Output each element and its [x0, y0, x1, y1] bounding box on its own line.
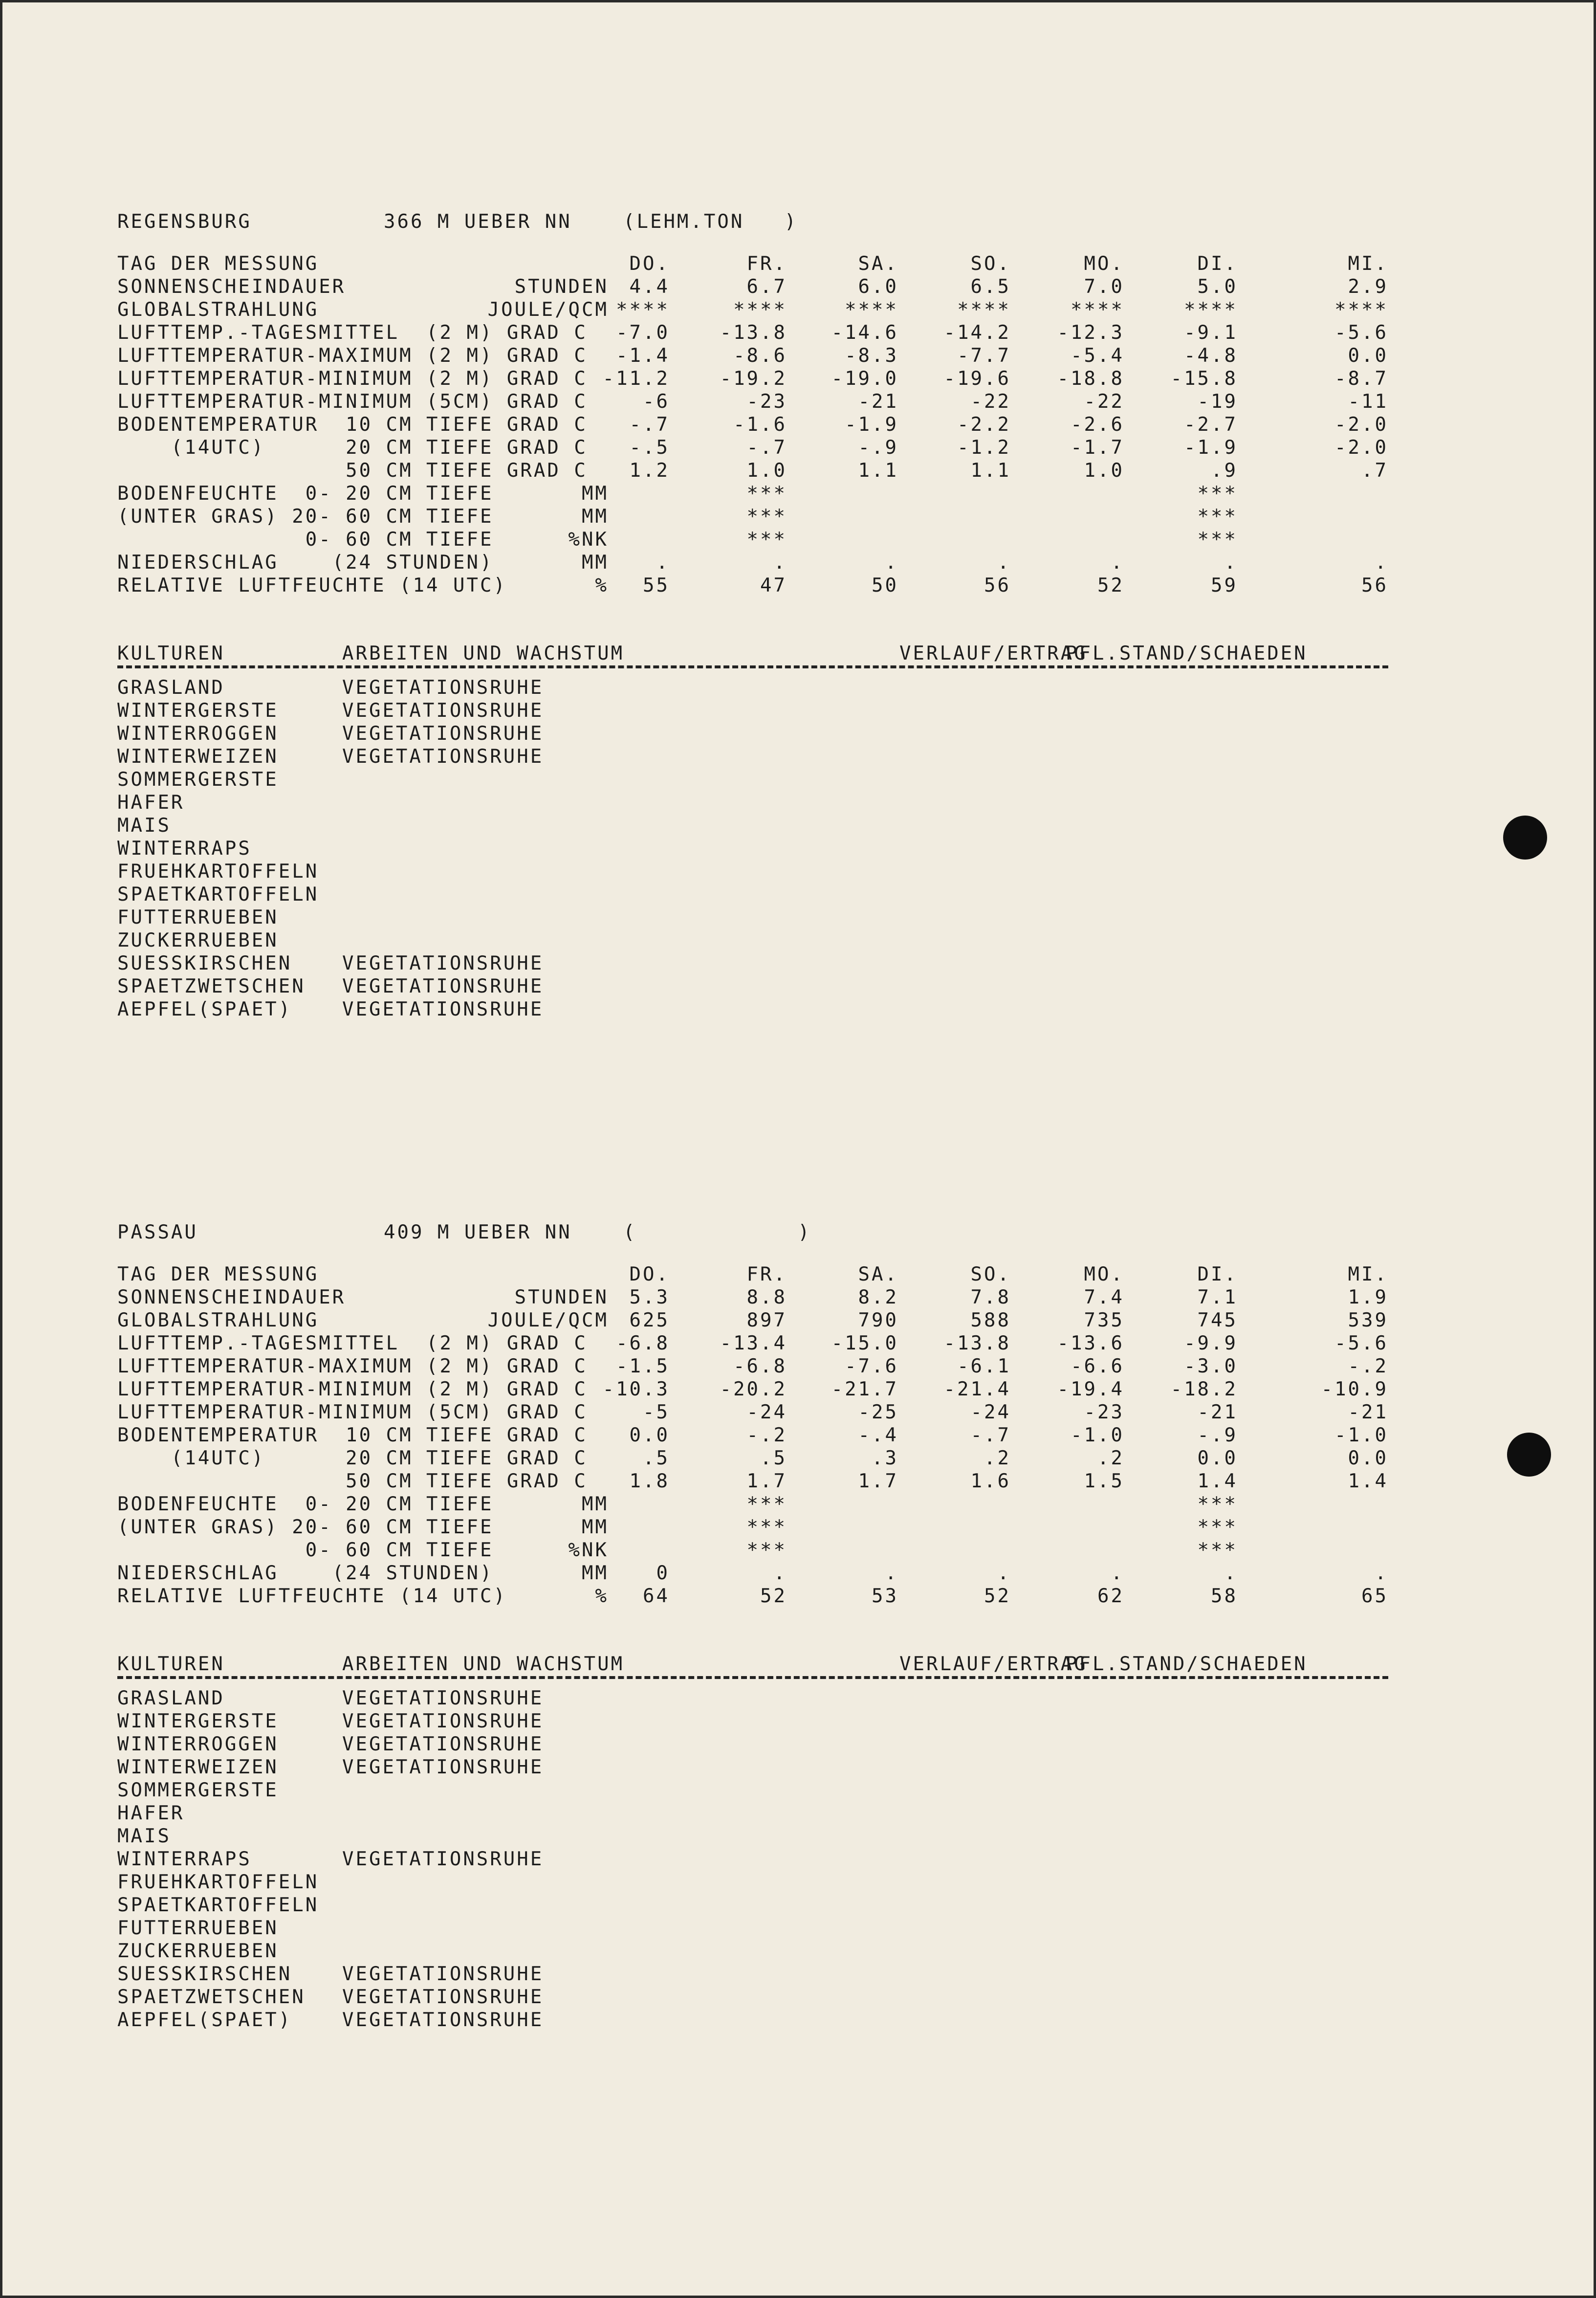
data-cell: -5.6 [1334, 1332, 1388, 1354]
data-cell: **** [733, 299, 787, 321]
row-label: BODENFEUCHTE 0- 20 CM TIEFE [117, 483, 494, 505]
data-cell: 6.5 [970, 276, 1011, 298]
culture-name: SUESSKIRSCHEN [117, 1963, 292, 1985]
data-cell: -6 [643, 391, 670, 413]
row-unit: STUNDEN [514, 276, 609, 298]
culture-name: MAIS [117, 815, 171, 837]
data-cell: -.7 [746, 437, 787, 459]
culture-name: MAIS [117, 1825, 171, 1847]
cultures-header-yield: VERLAUF/ERTRAG [899, 642, 1088, 664]
culture-status: VEGETATIONSRUHE [342, 1756, 544, 1778]
row-label: 0- 60 CM TIEFE [117, 529, 494, 551]
data-cell: -1.2 [957, 437, 1011, 459]
data-cell: . [1111, 1562, 1124, 1584]
culture-status: VEGETATIONSRUHE [342, 677, 544, 699]
culture-name: FUTTERRUEBEN [117, 906, 279, 928]
data-cell: -1.6 [733, 414, 787, 436]
culture-name: GRASLAND [117, 677, 225, 699]
data-cell: -25 [858, 1401, 898, 1423]
data-cell: 897 [746, 1309, 787, 1331]
data-cell: 1.7 [858, 1470, 898, 1492]
day-header: MI. [1348, 253, 1388, 275]
data-cell: -.9 [1197, 1424, 1238, 1446]
culture-name: FUTTERRUEBEN [117, 1917, 279, 1939]
data-cell: 52 [760, 1585, 787, 1607]
data-cell: 539 [1348, 1309, 1388, 1331]
data-cell: -2.6 [1071, 414, 1124, 436]
data-cell: 1.8 [629, 1470, 670, 1492]
data-cell: -7.7 [957, 345, 1011, 367]
data-cell: *** [746, 506, 787, 528]
data-cell: *** [1197, 529, 1238, 551]
data-cell: -3.0 [1184, 1355, 1238, 1377]
data-cell: -15.8 [1170, 368, 1238, 390]
row-label: NIEDERSCHLAG (24 STUNDEN) [117, 552, 494, 574]
data-cell: -8.7 [1334, 368, 1388, 390]
data-cell: . [1375, 1562, 1388, 1584]
data-cell: 8.2 [858, 1286, 898, 1308]
data-cell: 5.3 [629, 1286, 670, 1308]
day-header: SO. [970, 253, 1011, 275]
punch-hole-top [1503, 816, 1547, 860]
row-unit: MM [582, 506, 609, 528]
row-label: LUFTTEMPERATUR-MINIMUM (2 M) GRAD C [117, 368, 588, 390]
data-cell: . [997, 1562, 1011, 1584]
data-cell: **** [616, 299, 670, 321]
data-cell: 7.0 [1084, 276, 1124, 298]
culture-name: SOMMERGERSTE [117, 769, 279, 791]
data-cell: -6.8 [616, 1332, 670, 1354]
data-cell: 0.0 [1348, 345, 1388, 367]
data-cell: -7.6 [845, 1355, 898, 1377]
data-cell: . [885, 1562, 898, 1584]
row-unit: MM [582, 552, 609, 574]
data-cell: .5 [760, 1447, 787, 1469]
data-cell: -.4 [858, 1424, 898, 1446]
data-cell: . [997, 552, 1011, 574]
dashed-separator [117, 665, 1388, 668]
station-elevation: 366 M UEBER NN [384, 211, 572, 233]
data-cell: -5 [643, 1401, 670, 1423]
data-cell: 588 [970, 1309, 1011, 1331]
station-soil: ( ) [623, 1221, 811, 1243]
data-cell: *** [746, 529, 787, 551]
data-cell: 1.7 [746, 1470, 787, 1492]
day-header: MO. [1084, 1263, 1124, 1285]
cultures-header-state: PFL.STAND/SCHAEDEN [1066, 1653, 1308, 1675]
data-cell: 0.0 [1348, 1447, 1388, 1469]
culture-name: HAFER [117, 1802, 185, 1824]
data-cell: 1.4 [1348, 1470, 1388, 1492]
data-cell: -12.3 [1057, 322, 1124, 344]
data-cell: **** [1071, 299, 1124, 321]
cultures-header-crop: KULTUREN [117, 1653, 225, 1675]
data-cell: -24 [970, 1401, 1011, 1423]
culture-name: SPAETZWETSCHEN [117, 1986, 306, 2008]
data-cell: *** [1197, 1493, 1238, 1515]
row-label: SONNENSCHEINDAUER [117, 276, 346, 298]
row-label: GLOBALSTRAHLUNG [117, 1309, 319, 1331]
culture-name: WINTERWEIZEN [117, 1756, 279, 1778]
data-cell: -11 [1348, 391, 1388, 413]
culture-status: VEGETATIONSRUHE [342, 746, 544, 768]
row-unit: % [595, 574, 609, 597]
row-label: GLOBALSTRAHLUNG [117, 299, 319, 321]
data-cell: -23 [1084, 1401, 1124, 1423]
data-cell: 7.4 [1084, 1286, 1124, 1308]
data-cell: 0 [656, 1562, 670, 1584]
culture-name: WINTERWEIZEN [117, 746, 279, 768]
data-cell: -21.4 [943, 1378, 1011, 1400]
culture-status: VEGETATIONSRUHE [342, 1733, 544, 1755]
data-cell: -5.6 [1334, 322, 1388, 344]
row-label: (UNTER GRAS) 20- 60 CM TIEFE [117, 506, 494, 528]
data-cell: -6.8 [733, 1355, 787, 1377]
data-cell: *** [1197, 506, 1238, 528]
data-cell: 2.9 [1348, 276, 1388, 298]
row-label: LUFTTEMP.-TAGESMITTEL (2 M) GRAD C [117, 322, 588, 344]
data-cell: -13.6 [1057, 1332, 1124, 1354]
data-cell: *** [1197, 1516, 1238, 1538]
data-cell: 745 [1197, 1309, 1238, 1331]
data-cell: -18.2 [1170, 1378, 1238, 1400]
data-cell: .3 [872, 1447, 898, 1469]
culture-name: WINTERROGGEN [117, 1733, 279, 1755]
data-cell: -19 [1197, 391, 1238, 413]
data-cell: 625 [629, 1309, 670, 1331]
data-cell: -21 [1197, 1401, 1238, 1423]
data-cell: -22 [1084, 391, 1124, 413]
day-header: DI. [1197, 253, 1238, 275]
row-label: TAG DER MESSUNG [117, 253, 319, 275]
row-label: BODENTEMPERATUR 10 CM TIEFE GRAD C [117, 414, 588, 436]
data-cell: 62 [1097, 1585, 1124, 1607]
culture-name: WINTERRAPS [117, 1848, 252, 1870]
data-cell: -1.7 [1071, 437, 1124, 459]
data-cell: *** [1197, 483, 1238, 505]
station-elevation: 409 M UEBER NN [384, 1221, 572, 1243]
data-cell: -14.2 [943, 322, 1011, 344]
data-cell: 1.0 [746, 460, 787, 482]
row-label: (14UTC) 20 CM TIEFE GRAD C [117, 1447, 588, 1469]
culture-name: GRASLAND [117, 1687, 225, 1709]
data-cell: 7.8 [970, 1286, 1011, 1308]
data-cell: 6.0 [858, 276, 898, 298]
station-name: PASSAU [117, 1221, 198, 1243]
data-cell: -18.8 [1057, 368, 1124, 390]
data-cell: 56 [984, 574, 1011, 597]
day-header: DO. [629, 253, 670, 275]
day-header: MO. [1084, 253, 1124, 275]
data-cell: **** [845, 299, 898, 321]
data-cell: -9.9 [1184, 1332, 1238, 1354]
station-soil: (LEHM.TON ) [623, 211, 798, 233]
culture-name: SPAETZWETSCHEN [117, 975, 306, 997]
culture-name: AEPFEL(SPAET) [117, 998, 292, 1020]
data-cell: -1.0 [1071, 1424, 1124, 1446]
culture-name: SPAETKARTOFFELN [117, 884, 319, 906]
row-unit: % [595, 1585, 609, 1607]
data-cell: 5.0 [1197, 276, 1238, 298]
data-cell: -6.1 [957, 1355, 1011, 1377]
row-label: BODENFEUCHTE 0- 20 CM TIEFE [117, 1493, 494, 1515]
data-cell: -2.0 [1334, 414, 1388, 436]
data-cell: -13.8 [720, 322, 787, 344]
row-unit: MM [582, 483, 609, 505]
data-cell: 47 [760, 574, 787, 597]
data-cell: -21 [858, 391, 898, 413]
culture-name: WINTERROGGEN [117, 723, 279, 745]
culture-status: VEGETATIONSRUHE [342, 975, 544, 997]
culture-name: FRUEHKARTOFFELN [117, 1871, 319, 1893]
cultures-header-crop: KULTUREN [117, 642, 225, 664]
culture-status: VEGETATIONSRUHE [342, 700, 544, 722]
data-cell: **** [1334, 299, 1388, 321]
data-cell: -19.0 [831, 368, 898, 390]
data-cell: -2.7 [1184, 414, 1238, 436]
data-cell: -.7 [970, 1424, 1011, 1446]
data-cell: *** [746, 483, 787, 505]
data-cell: -22 [970, 391, 1011, 413]
day-header: SO. [970, 1263, 1011, 1285]
data-cell: -10.3 [602, 1378, 670, 1400]
data-cell: -4.8 [1184, 345, 1238, 367]
data-cell: -.7 [629, 414, 670, 436]
data-cell: .2 [1097, 1447, 1124, 1469]
row-unit: JOULE/QCM [487, 299, 609, 321]
row-label: 50 CM TIEFE GRAD C [117, 460, 588, 482]
row-label: BODENTEMPERATUR 10 CM TIEFE GRAD C [117, 1424, 588, 1446]
station-name: REGENSBURG [117, 211, 252, 233]
data-cell: -20.2 [720, 1378, 787, 1400]
culture-name: ZUCKERRUEBEN [117, 1940, 279, 1962]
data-cell: -13.8 [943, 1332, 1011, 1354]
data-cell: 55 [643, 574, 670, 597]
data-cell: 52 [984, 1585, 1011, 1607]
data-cell: 6.7 [746, 276, 787, 298]
data-cell: **** [1184, 299, 1238, 321]
data-cell: 790 [858, 1309, 898, 1331]
row-label: LUFTTEMPERATUR-MAXIMUM (2 M) GRAD C [117, 1355, 588, 1377]
day-header: SA. [858, 1263, 898, 1285]
row-label: RELATIVE LUFTFEUCHTE (14 UTC) [117, 574, 507, 597]
data-cell: *** [1197, 1539, 1238, 1561]
culture-status: VEGETATIONSRUHE [342, 952, 544, 974]
day-header: MI. [1348, 1263, 1388, 1285]
row-unit: %NK [568, 529, 609, 551]
data-cell: -5.4 [1071, 345, 1124, 367]
data-cell: -1.9 [1184, 437, 1238, 459]
data-cell: 1.0 [1084, 460, 1124, 482]
row-unit: MM [582, 1516, 609, 1538]
row-unit: JOULE/QCM [487, 1309, 609, 1331]
data-cell: . [1111, 552, 1124, 574]
culture-status: VEGETATIONSRUHE [342, 998, 544, 1020]
row-label: LUFTTEMPERATUR-MAXIMUM (2 M) GRAD C [117, 345, 588, 367]
data-cell: 1.2 [629, 460, 670, 482]
culture-name: AEPFEL(SPAET) [117, 2009, 292, 2031]
data-cell: 65 [1361, 1585, 1388, 1607]
culture-name: SUESSKIRSCHEN [117, 952, 292, 974]
data-cell: . [656, 552, 670, 574]
data-cell: -1.4 [616, 345, 670, 367]
data-cell: 8.8 [746, 1286, 787, 1308]
data-cell: 1.9 [1348, 1286, 1388, 1308]
data-cell: .5 [643, 1447, 670, 1469]
data-cell: 4.4 [629, 276, 670, 298]
data-cell: .7 [1361, 460, 1388, 482]
row-unit: %NK [568, 1539, 609, 1561]
data-cell: . [1224, 552, 1238, 574]
data-cell: -.9 [858, 437, 898, 459]
data-cell: 58 [1211, 1585, 1238, 1607]
data-cell: *** [746, 1493, 787, 1515]
data-cell: 59 [1211, 574, 1238, 597]
data-cell: 1.4 [1197, 1470, 1238, 1492]
culture-status: VEGETATIONSRUHE [342, 1986, 544, 2008]
data-cell: -13.4 [720, 1332, 787, 1354]
data-cell: 56 [1361, 574, 1388, 597]
cultures-header-work: ARBEITEN UND WACHSTUM [342, 1653, 625, 1675]
data-cell: -19.6 [943, 368, 1011, 390]
culture-name: HAFER [117, 792, 185, 814]
row-label: TAG DER MESSUNG [117, 1263, 319, 1285]
data-cell: -.2 [746, 1424, 787, 1446]
cultures-header-state: PFL.STAND/SCHAEDEN [1066, 642, 1308, 664]
culture-status: VEGETATIONSRUHE [342, 1687, 544, 1709]
data-cell: -8.6 [733, 345, 787, 367]
data-cell: 1.1 [858, 460, 898, 482]
data-cell: *** [746, 1516, 787, 1538]
punch-hole-bottom [1507, 1433, 1551, 1477]
row-label: 0- 60 CM TIEFE [117, 1539, 494, 1561]
culture-name: WINTERGERSTE [117, 1710, 279, 1732]
data-cell: -21 [1348, 1401, 1388, 1423]
data-cell: 7.1 [1197, 1286, 1238, 1308]
data-cell: 50 [872, 574, 898, 597]
data-cell: . [885, 552, 898, 574]
data-cell: . [1224, 1562, 1238, 1584]
dashed-separator [117, 1676, 1388, 1679]
data-cell: .2 [984, 1447, 1011, 1469]
culture-name: SPAETKARTOFFELN [117, 1894, 319, 1916]
data-cell: -15.0 [831, 1332, 898, 1354]
data-cell: 0.0 [1197, 1447, 1238, 1469]
data-cell: . [773, 552, 787, 574]
data-cell: *** [746, 1539, 787, 1561]
cultures-header-work: ARBEITEN UND WACHSTUM [342, 642, 625, 664]
data-cell: -2.2 [957, 414, 1011, 436]
data-cell: .9 [1211, 460, 1238, 482]
data-cell: -11.2 [602, 368, 670, 390]
culture-status: VEGETATIONSRUHE [342, 1710, 544, 1732]
data-cell: . [773, 1562, 787, 1584]
row-unit: MM [582, 1562, 609, 1584]
row-label: LUFTTEMPERATUR-MINIMUM (5CM) GRAD C [117, 391, 588, 413]
day-header: DO. [629, 1263, 670, 1285]
data-cell: 52 [1097, 574, 1124, 597]
data-cell: -24 [746, 1401, 787, 1423]
data-cell: 64 [643, 1585, 670, 1607]
row-label: SONNENSCHEINDAUER [117, 1286, 346, 1308]
row-label: (14UTC) 20 CM TIEFE GRAD C [117, 437, 588, 459]
data-cell: 53 [872, 1585, 898, 1607]
culture-name: WINTERGERSTE [117, 700, 279, 722]
row-label: RELATIVE LUFTFEUCHTE (14 UTC) [117, 1585, 507, 1607]
row-label: NIEDERSCHLAG (24 STUNDEN) [117, 1562, 494, 1584]
culture-name: FRUEHKARTOFFELN [117, 861, 319, 883]
data-cell: -14.6 [831, 322, 898, 344]
row-label: LUFTTEMP.-TAGESMITTEL (2 M) GRAD C [117, 1332, 588, 1354]
data-cell: -.5 [629, 437, 670, 459]
data-cell: -8.3 [845, 345, 898, 367]
day-header: FR. [746, 1263, 787, 1285]
data-cell: 1.5 [1084, 1470, 1124, 1492]
day-header: DI. [1197, 1263, 1238, 1285]
data-cell: 0.0 [629, 1424, 670, 1446]
data-cell: 735 [1084, 1309, 1124, 1331]
row-label: (UNTER GRAS) 20- 60 CM TIEFE [117, 1516, 494, 1538]
data-cell: 1.6 [970, 1470, 1011, 1492]
data-cell: . [1375, 552, 1388, 574]
culture-name: ZUCKERRUEBEN [117, 929, 279, 951]
data-cell: -9.1 [1184, 322, 1238, 344]
culture-name: WINTERRAPS [117, 838, 252, 860]
data-cell: -1.9 [845, 414, 898, 436]
culture-status: VEGETATIONSRUHE [342, 2009, 544, 2031]
day-header: FR. [746, 253, 787, 275]
data-cell: -7.0 [616, 322, 670, 344]
data-cell: -19.4 [1057, 1378, 1124, 1400]
data-cell: -2.0 [1334, 437, 1388, 459]
data-cell: -.2 [1348, 1355, 1388, 1377]
data-cell: -21.7 [831, 1378, 898, 1400]
culture-status: VEGETATIONSRUHE [342, 723, 544, 745]
data-cell: -1.5 [616, 1355, 670, 1377]
data-cell: -19.2 [720, 368, 787, 390]
data-cell: -6.6 [1071, 1355, 1124, 1377]
row-unit: STUNDEN [514, 1286, 609, 1308]
row-label: LUFTTEMPERATUR-MINIMUM (2 M) GRAD C [117, 1378, 588, 1400]
row-label: LUFTTEMPERATUR-MINIMUM (5CM) GRAD C [117, 1401, 588, 1423]
data-cell: -23 [746, 391, 787, 413]
data-cell: -1.0 [1334, 1424, 1388, 1446]
day-header: SA. [858, 253, 898, 275]
data-cell: **** [957, 299, 1011, 321]
row-label: 50 CM TIEFE GRAD C [117, 1470, 588, 1492]
culture-status: VEGETATIONSRUHE [342, 1848, 544, 1870]
data-cell: 1.1 [970, 460, 1011, 482]
cultures-header-yield: VERLAUF/ERTRAG [899, 1653, 1088, 1675]
culture-status: VEGETATIONSRUHE [342, 1963, 544, 1985]
data-cell: -10.9 [1321, 1378, 1388, 1400]
culture-name: SOMMERGERSTE [117, 1779, 279, 1801]
row-unit: MM [582, 1493, 609, 1515]
